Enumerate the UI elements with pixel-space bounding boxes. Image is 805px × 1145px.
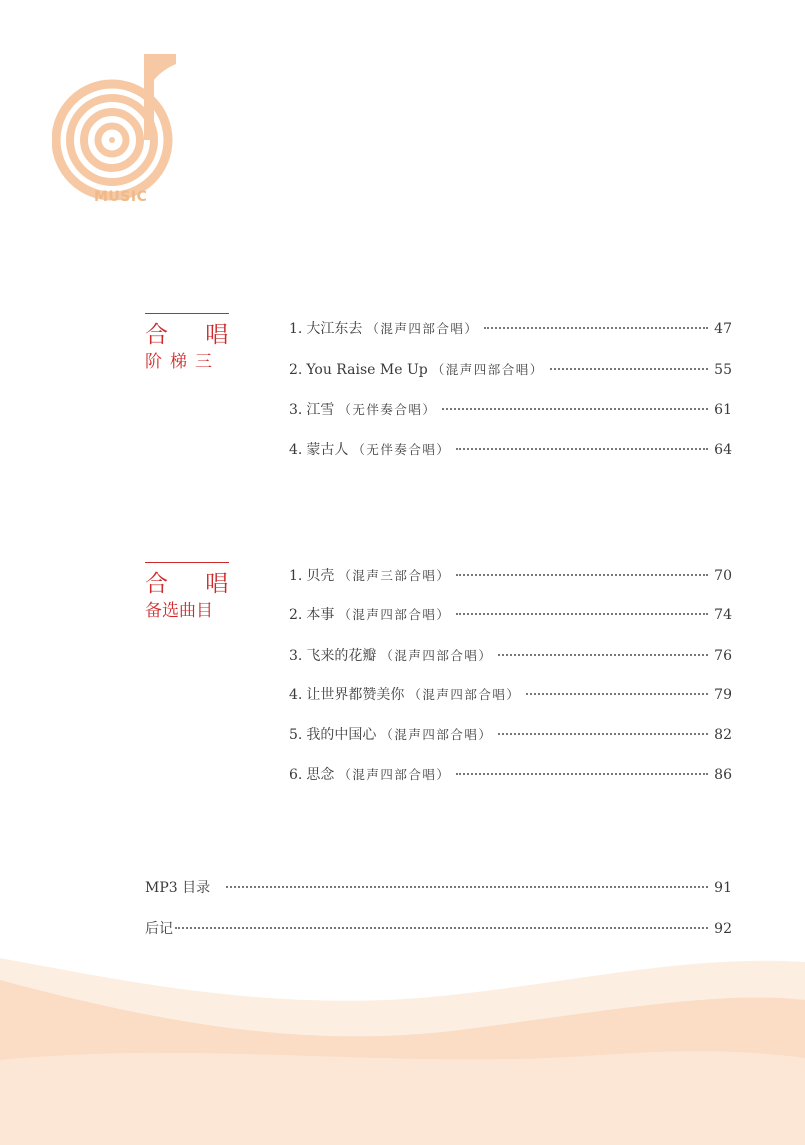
section-heading bbox=[145, 562, 244, 622]
entry-title: 大江东去 bbox=[306, 321, 363, 337]
entry-title: 江雪 bbox=[306, 402, 335, 418]
dot-leader bbox=[175, 927, 708, 929]
appendix-page: 91 bbox=[714, 880, 732, 896]
heading-main: 合 唱 bbox=[145, 571, 244, 597]
entry-title: 我的中国心 bbox=[306, 727, 377, 743]
toc-entry[interactable] bbox=[289, 566, 732, 586]
dot-leader bbox=[484, 327, 708, 329]
entry-note: （混声四部合唱） bbox=[366, 321, 479, 336]
toc-entry[interactable] bbox=[289, 400, 732, 420]
entry-note: （混声四部合唱） bbox=[338, 767, 451, 782]
entry-title: 贝壳 bbox=[306, 568, 335, 584]
entry-note: （混声四部合唱） bbox=[408, 687, 521, 702]
entry-note: （混声四部合唱） bbox=[380, 648, 493, 663]
appendix-title: 后记 bbox=[145, 921, 173, 937]
logo-label: MUSIC bbox=[94, 189, 148, 205]
entry-title: 让世界都赞美你 bbox=[306, 687, 405, 703]
entry-title: 蒙古人 bbox=[306, 442, 349, 458]
entry-title: You Raise Me Up bbox=[306, 362, 428, 378]
entry-number: 4. bbox=[289, 687, 303, 703]
heading-sub: 备选曲目 bbox=[145, 601, 213, 621]
entry-number: 5. bbox=[289, 727, 303, 743]
toc-entry[interactable] bbox=[289, 605, 732, 625]
entry-number: 2. bbox=[289, 362, 303, 378]
appendix-page: 92 bbox=[714, 921, 732, 937]
dot-leader bbox=[498, 654, 708, 656]
entry-number: 1. bbox=[289, 568, 303, 584]
entry-page: 47 bbox=[714, 321, 732, 337]
heading-main: 合 唱 bbox=[145, 322, 244, 348]
dot-leader bbox=[456, 773, 708, 775]
entry-page: 86 bbox=[714, 767, 732, 783]
dot-leader bbox=[456, 448, 708, 450]
entry-page: 74 bbox=[714, 607, 732, 623]
entry-page: 55 bbox=[714, 362, 732, 378]
heading-sub: 阶梯三 bbox=[145, 352, 220, 372]
music-logo-icon bbox=[52, 50, 184, 210]
toc-entry[interactable] bbox=[289, 440, 732, 460]
entry-title: 思念 bbox=[306, 767, 335, 783]
entry-number: 3. bbox=[289, 402, 303, 418]
entry-page: 64 bbox=[714, 442, 732, 458]
entry-note: （无伴奏合唱） bbox=[352, 442, 451, 457]
entry-note: （混声四部合唱） bbox=[380, 727, 493, 742]
entry-page: 79 bbox=[714, 687, 732, 703]
dot-leader bbox=[526, 693, 708, 695]
decorative-wave bbox=[0, 940, 805, 1145]
entry-page: 82 bbox=[714, 727, 732, 743]
entry-number: 3. bbox=[289, 648, 303, 664]
toc-entry[interactable] bbox=[289, 685, 732, 705]
entry-page: 76 bbox=[714, 648, 732, 664]
dot-leader bbox=[456, 574, 708, 576]
entry-note: （混声四部合唱） bbox=[338, 607, 451, 622]
entry-note: （混声三部合唱） bbox=[338, 568, 451, 583]
toc-entry[interactable] bbox=[289, 725, 732, 745]
entry-title: 本事 bbox=[306, 607, 335, 623]
heading-rule bbox=[145, 313, 229, 314]
entry-note: （无伴奏合唱） bbox=[338, 402, 437, 417]
dot-leader bbox=[498, 733, 708, 735]
entry-number: 6. bbox=[289, 767, 303, 783]
appendix-entry[interactable] bbox=[145, 878, 732, 898]
appendix-title: MP3 目录 bbox=[145, 880, 211, 896]
entry-number: 1. bbox=[289, 321, 303, 337]
dot-leader bbox=[226, 886, 708, 888]
dot-leader bbox=[456, 613, 708, 615]
toc-entry[interactable] bbox=[289, 765, 732, 785]
dot-leader bbox=[550, 368, 708, 370]
appendix-entry[interactable] bbox=[145, 919, 732, 939]
toc-entry[interactable] bbox=[289, 360, 732, 380]
entry-number: 4. bbox=[289, 442, 303, 458]
entry-page: 61 bbox=[714, 402, 732, 418]
entry-number: 2. bbox=[289, 607, 303, 623]
entry-page: 70 bbox=[714, 568, 732, 584]
heading-rule bbox=[145, 562, 229, 563]
toc-entry[interactable] bbox=[289, 319, 732, 339]
dot-leader bbox=[442, 408, 708, 410]
section-heading bbox=[145, 313, 244, 373]
entry-title: 飞来的花瓣 bbox=[306, 648, 377, 664]
toc-entry[interactable] bbox=[289, 646, 732, 666]
entry-note: （混声四部合唱） bbox=[431, 362, 544, 377]
